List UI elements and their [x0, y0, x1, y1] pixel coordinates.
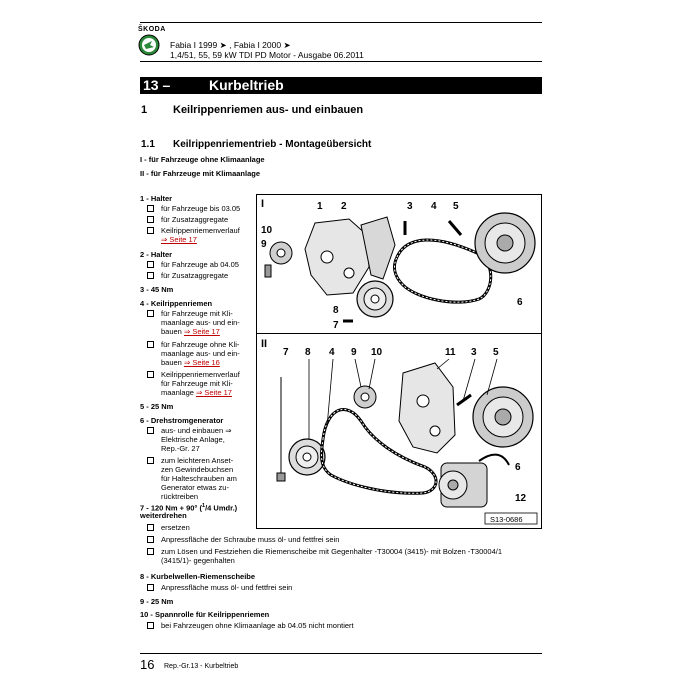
checkbox-bullet-icon: [147, 227, 154, 234]
header-models: Fabia I 1999 ➤ , Fabia I 2000 ➤: [170, 40, 291, 50]
callout-7: 7: [283, 347, 289, 358]
item-title: 5 - 25 Nm: [140, 402, 174, 411]
chapter-number: 13 –: [143, 77, 171, 93]
bolt-hole: [344, 268, 354, 278]
header-engine: 1,4/51, 55, 59 kW TDI PD Motor - Ausgabe 06.2011: [170, 50, 364, 60]
item-title: 7 - 120 Nm + 90° ($^1$/4 Umdr.): [140, 503, 238, 513]
checkbox-bullet-icon: [147, 371, 154, 378]
bolt-hole: [430, 426, 440, 436]
figure-ref: S13-0686: [490, 515, 523, 524]
callout-5: 5: [493, 347, 499, 358]
callout-11: 11: [445, 347, 456, 358]
part-label: II: [261, 338, 268, 350]
bolt: [449, 221, 461, 235]
callout-7: 7: [333, 320, 339, 331]
page-number: 16: [140, 657, 155, 672]
checkbox-bullet-icon: [147, 310, 154, 317]
page-link[interactable]: ⇒ Seite 17: [183, 327, 220, 336]
callout-3: 3: [471, 347, 477, 358]
figure-divider: [256, 333, 542, 334]
callout-12: 12: [515, 493, 527, 504]
callout-10: 10: [371, 347, 383, 358]
footer-rule: [140, 653, 542, 654]
item-title: 6 - Drehstromgenerator: [140, 416, 224, 425]
skoda-logo-icon: [138, 34, 160, 56]
checkbox-bullet-icon: [147, 524, 154, 531]
header-bottom-rule: [140, 61, 542, 62]
callout-6: 6: [515, 462, 521, 473]
checkbox-bullet-icon: [147, 205, 154, 212]
callout-9: 9: [351, 347, 357, 358]
callout-4: 4: [431, 201, 437, 212]
brand-wordmark: ŠKODA: [138, 26, 166, 33]
bolt-hole: [417, 395, 429, 407]
belt-drive-illustration: [256, 194, 542, 529]
header-top-rule: [140, 22, 542, 23]
checkbox-bullet-icon: [147, 622, 154, 629]
checkbox-bullet-icon: [147, 261, 154, 268]
bolt: [277, 473, 285, 481]
page-link[interactable]: ⇒ Seite 17: [161, 235, 197, 244]
callout-2: 2: [341, 201, 347, 212]
page-link[interactable]: ⇒ Seite 17: [196, 388, 232, 397]
section-number: 1.1: [141, 139, 155, 150]
section-title: Keilrippenriementrieb - Montageübersicht: [173, 139, 372, 150]
chapter-title: Kurbeltrieb: [209, 77, 284, 93]
bolt-hole: [321, 251, 333, 263]
item-title: 4 - Keilrippenriemen: [140, 299, 213, 308]
callout-9: 9: [261, 239, 267, 250]
chapter-heading: [140, 77, 542, 94]
assembly-drawing: [257, 195, 541, 528]
checkbox-bullet-icon: [147, 341, 154, 348]
callout-3: 3: [407, 201, 413, 212]
bolt: [265, 265, 271, 277]
callout-8: 8: [305, 347, 311, 358]
item-title: 9 - 25 Nm: [140, 597, 174, 606]
item-title: 8 - Kurbelwellen-Riemenscheibe: [140, 572, 256, 581]
checkbox-bullet-icon: [147, 272, 154, 279]
callout-8: 8: [333, 305, 339, 316]
callout-10: 10: [261, 225, 273, 236]
checkbox-bullet-icon: [147, 536, 154, 543]
callout-1: 1: [317, 201, 323, 212]
checkbox-bullet-icon: [147, 457, 154, 464]
intro-line-1: I - für Fahrzeuge ohne Klimaanlage: [140, 155, 265, 164]
callout-4: 4: [329, 347, 335, 358]
checkbox-bullet-icon: [147, 584, 154, 591]
footer-chapter: Rep.-Gr.13 - Kurbeltrieb: [164, 663, 239, 670]
bracket-shape: [305, 219, 369, 295]
bracket-shape: [399, 363, 455, 453]
intro-line-2: II - für Fahrzeuge mit Klimaanlage: [140, 169, 261, 178]
item-title: 2 - Halter: [140, 250, 173, 259]
checkbox-bullet-icon: [147, 427, 154, 434]
checkbox-bullet-icon: [147, 216, 154, 223]
callout-5: 5: [453, 201, 459, 212]
item-title: 3 - 45 Nm: [140, 285, 174, 294]
callout-6: 6: [517, 297, 523, 308]
checkbox-bullet-icon: [147, 548, 154, 555]
section-number: 1: [141, 104, 148, 116]
section-title: Keilrippenriemen aus- und einbauen: [173, 104, 364, 116]
page-link[interactable]: ⇒ Seite 16: [183, 358, 220, 367]
item-title-cont: weiterdrehen: [140, 511, 187, 520]
part-label: I: [261, 198, 265, 210]
item-title: 10 - Spannrolle für Keilrippenriemen: [140, 610, 270, 619]
item-title: 1 - Halter: [140, 194, 173, 203]
